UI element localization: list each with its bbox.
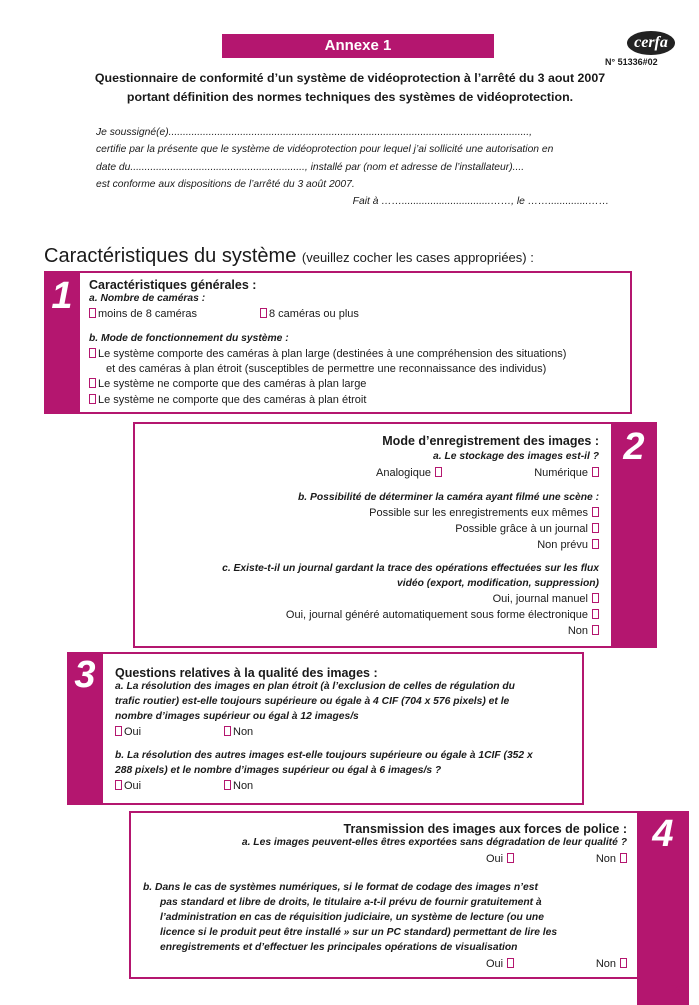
option-label: Non [567,625,588,637]
section-3-number: 3 [74,654,96,696]
cerfa-logo: cerfa [627,31,675,55]
s2-option-auto-journal[interactable] [286,609,599,621]
option-label: Non [233,726,254,738]
section-1-tab [44,271,80,414]
checkbox-icon[interactable] [260,308,267,318]
checkbox-icon[interactable] [89,394,96,404]
s3-question-b-line2: 288 pixels) et le nombre d’images supérieur ou égal à 6 images/s ? [115,765,442,776]
checkbox-icon[interactable] [435,467,442,477]
s3-question-a-line2: trafic routier) est-elle toujours supérieure ou égale à 4 CIF (704 x 576 pixels) et le [115,696,510,707]
option-label: Le système ne comporte que des caméras à plan étroit [98,394,367,406]
s4-a-yes[interactable] [486,853,514,865]
checkbox-icon[interactable] [592,507,599,517]
s3-a-yes[interactable] [115,726,141,738]
cert-line-1[interactable]: Je soussigné(e).............................................................................................................................., [96,127,533,138]
document-title [60,69,640,107]
s1-option-narrow-only[interactable] [89,394,366,406]
checkbox-icon[interactable] [224,780,231,790]
checkbox-icon[interactable] [620,958,627,968]
s2-question-b: b. Possibilité de déterminer la caméra ayant filmé une scène : [297,492,599,503]
option-label: Non [233,780,254,792]
checkbox-icon[interactable] [620,853,627,863]
option-label: Analogique [376,467,432,479]
option-label: 8 caméras ou plus [269,308,359,320]
section-2-tab [611,422,657,648]
option-label: Le système ne comporte que des caméras à plan large [98,378,367,390]
s1-option-less-8[interactable] [89,308,197,320]
s2-option-on-recordings[interactable] [369,507,599,519]
cert-line-4: est conforme aux dispositions de l’arrêté du 3 août 2007. [96,178,355,190]
option-label: Oui, journal généré automatiquement sous forme électronique [285,609,588,621]
section-2-number: 2 [623,426,645,468]
option-label: Oui [124,780,142,792]
section-2-box [133,422,613,648]
s4-question-b-line3: l’administration en cas de réquisition judiciaire, un système de lecture (ou une [160,912,544,923]
option-label: Non prévu [537,539,588,551]
s2-question-a: a. Le stockage des images est-il ? [433,451,599,462]
section-1-number: 1 [51,275,73,317]
checkbox-icon[interactable] [592,593,599,603]
s4-heading: Transmission des images aux forces de police : [343,822,627,836]
title-line-1: Questionnaire de conformité d’un système de vidéoprotection à l’arrêté du 3 aout 2007 [94,71,606,85]
option-label: Oui [124,726,142,738]
option-label: Possible grâce à un journal [455,523,588,535]
title-line-2: portant définition des normes techniques des systèmes de vidéoprotection. [126,90,574,104]
checkbox-icon[interactable] [592,609,599,619]
option-label: Non [595,958,616,970]
cert-line-3[interactable]: date du............................................................., installé par (nom et adresse de l’installateur).... [96,161,525,173]
page-number: 7/7 [671,982,688,996]
checkbox-icon[interactable] [592,467,599,477]
s2-question-c-line1: c. Existe-t-il un journal gardant la trace des opérations effectuées sur les flux [222,563,599,574]
s4-b-no[interactable] [596,958,627,970]
s1-question-b: b. Mode de fonctionnement du système : [89,333,289,344]
section-title-note: (veuillez cocher les cases appropriées) : [301,250,534,265]
s3-a-no[interactable] [224,726,253,738]
s4-question-b-line1: b. Dans le cas de systèmes numériques, si le format de codage des images n’est [143,882,538,893]
s1-option-8-plus[interactable] [260,308,359,320]
s2-option-analog[interactable] [376,467,442,479]
s2-option-no-journal[interactable] [568,625,599,637]
section-4-tab [637,811,689,1005]
s2-question-c-line2: vidéo (export, modification, suppression) [397,578,599,589]
s1-option-mixed-cont: et des caméras à plan étroit (susceptibles de permettre une reconnaissance des individus) [106,363,547,375]
cert-line-2: certifie par la présente que le système de vidéoprotection pour lequel j’ai sollicité une autorisation en [96,144,554,156]
section-1-box [78,271,632,414]
checkbox-icon[interactable] [89,308,96,318]
s2-option-manual-journal[interactable] [493,593,599,605]
s1-option-mixed[interactable] [89,348,566,360]
s3-b-yes[interactable] [115,780,141,792]
s4-question-b-line2: pas standard et libre de droits, le titulaire a-t-il prévu de fournir gratuitement à [160,897,542,908]
checkbox-icon[interactable] [592,523,599,533]
s4-question-a: a. Les images peuvent-elles êtres exportées sans dégradation de leur qualité ? [241,837,627,848]
s4-question-b-line5: enregistrements et d’effectuer les principales opérations de visualisation [160,942,518,953]
option-label: Oui [486,853,504,865]
s2-option-not-planned[interactable] [537,539,599,551]
s3-b-no[interactable] [224,780,253,792]
option-label: Le système comporte des caméras à plan large (destinées à une compréhension des situations) [98,348,567,360]
s1-option-wide-only[interactable] [89,378,366,390]
checkbox-icon[interactable] [224,726,231,736]
option-label: Oui, journal manuel [492,593,588,605]
form-number: N° 51336#02 [605,57,658,67]
section-title [44,245,534,268]
section-4-number: 4 [652,813,674,855]
s3-question-b-line1: b. La résolution des autres images est-elle toujours supérieure ou égale à 1CIF (352 x [115,750,533,761]
option-label: Non [595,853,616,865]
checkbox-icon[interactable] [592,625,599,635]
s3-heading: Questions relatives à la qualité des images : [115,666,378,680]
section-title-main: Caractéristiques du système [44,245,297,267]
option-label: moins de 8 caméras [98,308,198,320]
checkbox-icon[interactable] [89,378,96,388]
section-3-box [101,652,584,805]
section-4-box [129,811,639,979]
section-3-tab [67,652,103,805]
annex-banner: Annexe 1 [222,34,494,58]
checkbox-icon[interactable] [592,539,599,549]
s1-question-a: a. Nombre de caméras : [89,293,206,304]
s1-heading: Caractéristiques générales : [89,278,257,292]
option-label: Oui [486,958,504,970]
s3-question-a-line1: a. La résolution des images en plan étroit (à l’exclusion de celles de régulation du [115,681,515,692]
s2-heading: Mode d’enregistrement des images : [382,434,599,448]
checkbox-icon[interactable] [115,780,122,790]
option-label: Numérique [534,467,588,479]
s4-question-b-line4: licence si le produit peut être installé » sur un PC standard) permettant de lire les [160,927,558,938]
s2-option-journal[interactable] [455,523,599,535]
checkbox-icon[interactable] [89,348,96,358]
s2-option-digital[interactable] [534,467,599,479]
s4-a-no[interactable] [596,853,627,865]
checkbox-icon[interactable] [115,726,122,736]
certification-block [96,124,611,210]
s3-question-a-line3: nombre d’images supérieur ou égal à 12 images/s [115,711,359,722]
checkbox-icon[interactable] [507,853,514,863]
s4-b-yes[interactable] [486,958,514,970]
option-label: Possible sur les enregistrements eux mêmes [369,507,588,519]
checkbox-icon[interactable] [507,958,514,968]
cert-signature-line[interactable]: Fait à ……...............................……, le ……..............…… [352,196,609,208]
